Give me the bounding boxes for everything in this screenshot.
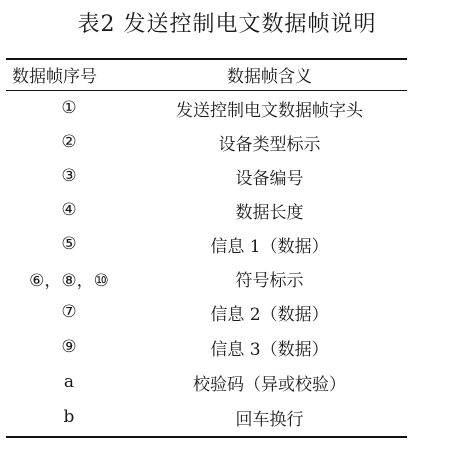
row-meaning: 数据长度 xyxy=(235,202,304,223)
row-seq: ① xyxy=(61,98,77,118)
table-caption: 表2 发送控制电文数据帧说明 xyxy=(77,12,377,37)
row-seq: ② xyxy=(61,132,77,152)
table-row xyxy=(6,365,407,399)
table-row xyxy=(6,159,407,193)
table-row xyxy=(6,261,407,295)
row-seq: ⑦ xyxy=(61,302,77,322)
table-row xyxy=(6,330,407,364)
row-meaning: 发送控制电文数据帧字头 xyxy=(176,100,363,121)
row-meaning: 信息 2（数据） xyxy=(210,304,329,325)
table-row xyxy=(6,125,407,159)
row-meaning: 信息 1（数据） xyxy=(210,236,329,257)
row-meaning: 回车换行 xyxy=(235,409,304,430)
row-seq: ④ xyxy=(61,200,77,220)
table-row xyxy=(6,193,407,227)
row-seq: ⑨ xyxy=(61,337,77,357)
row-seq: ⑤ xyxy=(61,234,77,254)
row-seq: b xyxy=(63,407,75,427)
table-row xyxy=(6,295,407,329)
row-seq: ⑥，⑧，⑩ xyxy=(29,270,109,291)
table-row xyxy=(6,227,407,261)
row-meaning: 符号标示 xyxy=(235,270,304,291)
row-meaning: 信息 3（数据） xyxy=(210,339,329,360)
table-header-row xyxy=(6,58,407,90)
table-row xyxy=(6,91,407,125)
row-seq: ③ xyxy=(61,166,77,186)
header-meaning: 数据帧含义 xyxy=(227,66,312,87)
row-meaning: 校验码（异或校验） xyxy=(193,374,346,395)
row-meaning: 设备类型标示 xyxy=(218,134,321,155)
row-meaning: 设备编号 xyxy=(235,168,304,189)
row-seq: a xyxy=(63,372,75,392)
table-bottom-rule xyxy=(6,436,407,438)
table-row xyxy=(6,400,407,434)
header-seq: 数据帧序号 xyxy=(12,66,97,87)
